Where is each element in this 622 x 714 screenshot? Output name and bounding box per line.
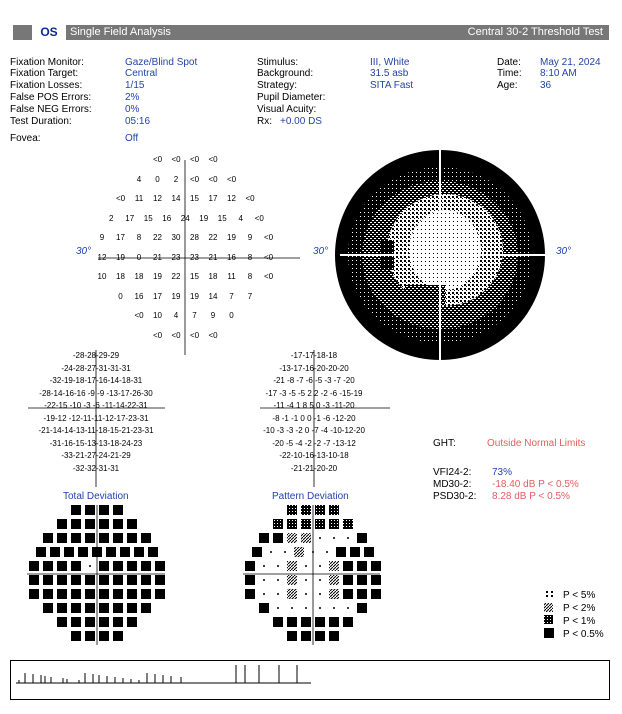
probability-dot	[333, 607, 335, 609]
threshold-value: 4	[173, 311, 179, 320]
threshold-value: 9	[247, 233, 253, 242]
threshold-value: 19	[199, 213, 209, 223]
probability-dot	[333, 537, 335, 539]
probability-cell	[357, 589, 367, 599]
probability-cell	[113, 603, 123, 613]
info-label: Date:	[497, 57, 521, 68]
probability-cell	[287, 617, 297, 627]
probability-dot	[305, 593, 307, 595]
threshold-value: <0	[263, 252, 274, 262]
probability-cell	[315, 505, 325, 515]
deviation-row: -17-17-18-18	[290, 351, 338, 360]
threshold-value: 22	[153, 233, 162, 242]
probability-dot	[347, 607, 349, 609]
threshold-value: 21	[153, 252, 162, 262]
threshold-value: 7	[247, 291, 253, 301]
probability-dot	[319, 579, 321, 581]
deviation-row: -20 -5 -4 -2 -2 -7 -13-12	[272, 438, 356, 448]
td-caption: Total Deviation	[63, 491, 129, 502]
probability-cell	[113, 617, 123, 627]
probability-cell	[29, 575, 39, 585]
threshold-value: 8	[247, 272, 253, 281]
report-title: Single Field Analysis	[70, 26, 171, 38]
probability-cell	[106, 547, 116, 557]
probability-cell	[127, 603, 137, 613]
info-label: Fixation Target:	[10, 68, 79, 79]
threshold-value: <0	[208, 174, 218, 184]
probability-cell	[99, 603, 109, 613]
threshold-value: 15	[190, 194, 199, 203]
deviation-row: -10 -3 -3 -2 0 -7 -4 -10-12-20	[263, 426, 365, 435]
deviation-row: -13-17-16-20-20-20	[279, 363, 349, 373]
threshold-value: 18	[134, 272, 144, 281]
info-label: Stimulus:	[257, 57, 299, 68]
threshold-value: 16	[162, 213, 172, 223]
probability-cell	[99, 631, 109, 641]
gaze-tracking-strip	[10, 660, 610, 700]
probability-cell	[127, 519, 137, 529]
threshold-value: <0	[115, 194, 126, 203]
probability-cell	[99, 617, 109, 627]
probability-dot	[284, 551, 286, 553]
probability-cell	[301, 519, 311, 529]
md-label: MD30-2:	[433, 479, 472, 490]
probability-cell	[29, 561, 39, 571]
eye-badge: OS	[32, 25, 66, 40]
probability-cell	[155, 561, 165, 571]
probability-cell	[273, 533, 283, 543]
probability-cell	[287, 631, 297, 641]
probability-cell	[71, 603, 81, 613]
probability-cell	[120, 547, 130, 557]
info-value: Gaze/Blind Spot	[125, 57, 198, 68]
probability-cell	[99, 519, 109, 529]
probability-cell	[148, 547, 158, 557]
ght-label: GHT:	[433, 438, 456, 449]
probability-cell	[57, 575, 67, 585]
probability-cell	[127, 589, 137, 599]
threshold-value: 4	[238, 213, 243, 223]
threshold-value: <0	[152, 330, 163, 340]
info-label: False POS Errors:	[10, 92, 92, 103]
threshold-value: 12	[227, 194, 236, 203]
info-value: +0.00 DS	[280, 116, 322, 127]
threshold-value: 0	[118, 291, 123, 301]
probability-dot	[305, 565, 307, 567]
probability-cell	[343, 519, 353, 529]
probability-cell	[273, 519, 283, 529]
probability-cell	[127, 575, 137, 585]
info-value: 8:10 AM	[540, 68, 577, 79]
probability-cell	[57, 617, 67, 627]
threshold-value: 7	[192, 311, 197, 320]
probability-cell	[371, 589, 381, 599]
probability-cell	[64, 547, 74, 557]
probability-cell	[343, 561, 353, 571]
probability-cell	[85, 533, 95, 543]
deviation-row: -11 -4 1 8 5 0 -3 -11-20	[273, 401, 355, 410]
info-value: 1/15	[125, 80, 145, 91]
probability-cell	[336, 547, 346, 557]
threshold-value: 17	[116, 233, 125, 242]
threshold-value: 24	[180, 213, 190, 223]
threshold-value: 12	[153, 194, 162, 203]
probability-cell	[71, 575, 81, 585]
probability-dot	[291, 607, 293, 609]
probability-cell	[315, 617, 325, 627]
probability-cell	[50, 547, 60, 557]
probability-cell	[141, 589, 151, 599]
deviation-row: -22-10-16-13-10-18	[279, 451, 349, 460]
threshold-value: 2	[109, 213, 114, 223]
probability-cell	[357, 575, 367, 585]
threshold-value: 17	[125, 213, 135, 223]
probability-cell	[294, 547, 304, 557]
probability-cell	[343, 589, 353, 599]
info-label: Visual Acuity:	[257, 104, 317, 115]
probability-cell	[43, 561, 53, 571]
probability-cell	[329, 505, 339, 515]
probability-cell	[127, 561, 137, 571]
legend-label: P < 1%	[563, 616, 596, 627]
info-label: Pupil Diameter:	[257, 92, 326, 103]
threshold-value: <0	[245, 194, 255, 203]
threshold-value: <0	[171, 330, 181, 340]
probability-dot	[263, 565, 265, 567]
probability-dot	[305, 579, 307, 581]
probability-cell	[99, 505, 109, 515]
probability-cell	[273, 617, 283, 627]
deviation-row: -28-28-29-29	[72, 351, 120, 360]
deviation-row: -19-12 -12-11-11-12-17-23-31	[43, 413, 149, 423]
probability-cell	[343, 617, 353, 627]
deviation-row: -31-16-15-13-13-18-24-23	[49, 438, 143, 448]
probability-cell	[71, 617, 81, 627]
threshold-value: 10	[97, 272, 107, 281]
threshold-value: 19	[116, 252, 125, 262]
test-name: Central 30-2 Threshold Test	[467, 26, 603, 38]
probability-cell	[287, 505, 297, 515]
deviation-row: -17 -3 -5 -5 2 2 -2 -6 -15-19	[265, 388, 363, 398]
probability-cell	[99, 533, 109, 543]
probability-dot	[319, 593, 321, 595]
threshold-value: 2	[173, 174, 179, 184]
probability-cell	[245, 561, 255, 571]
probability-cell	[113, 575, 123, 585]
psd-label: PSD30-2:	[433, 491, 477, 502]
deviation-row: -21-21-20-20	[290, 463, 338, 473]
threshold-value: 22	[208, 233, 218, 242]
probability-cell	[57, 561, 67, 571]
vfi-value: 73%	[492, 467, 513, 478]
probability-cell	[245, 589, 255, 599]
threshold-value: 4	[136, 174, 142, 184]
probability-cell	[99, 561, 109, 571]
deviation-row: -21 -8 -7 -6 -5 -3 -7 -20	[273, 376, 355, 385]
probability-dot	[277, 565, 279, 567]
probability-cell	[141, 603, 151, 613]
probability-cell	[57, 533, 67, 543]
info-value: Off	[125, 133, 139, 144]
info-label: Fixation Losses:	[10, 80, 83, 91]
probability-cell	[43, 589, 53, 599]
threshold-value: 17	[153, 291, 162, 301]
ght-value: Outside Normal Limits	[487, 438, 586, 449]
probability-cell	[134, 547, 144, 557]
probability-cell	[127, 533, 137, 543]
probability-cell	[301, 631, 311, 641]
probability-dot	[263, 593, 265, 595]
probability-cell	[357, 603, 367, 613]
deviation-row: -24-28-27-31-31-31	[61, 363, 131, 373]
probability-cell	[259, 533, 269, 543]
threshold-value: 11	[227, 272, 236, 281]
threshold-value: 8	[136, 233, 142, 242]
info-label: False NEG Errors:	[10, 104, 92, 115]
legend-label: P < 5%	[563, 590, 596, 601]
probability-cell	[357, 533, 367, 543]
threshold-value: 9	[210, 311, 216, 320]
probability-cell	[141, 575, 151, 585]
probability-cell	[57, 603, 67, 613]
info-value: May 21, 2024	[540, 57, 601, 68]
probability-dot	[305, 607, 307, 609]
probability-cell	[71, 505, 81, 515]
threshold-value: 15	[217, 213, 227, 223]
probability-dot	[326, 551, 328, 553]
threshold-value: 8	[247, 252, 253, 262]
probability-cell	[329, 589, 339, 599]
threshold-value: <0	[189, 174, 200, 184]
vfi-label: VFI24-2:	[433, 467, 472, 478]
probability-dot	[319, 537, 321, 539]
deviation-row: -33-21-27-24-21-29	[61, 451, 131, 460]
threshold-value: 18	[116, 272, 125, 281]
probability-cell	[113, 631, 123, 641]
md-value: -18.40 dB P < 0.5%	[492, 479, 579, 490]
probability-cell	[113, 505, 123, 515]
probability-cell	[113, 533, 123, 543]
probability-cell	[252, 547, 262, 557]
info-label: Rx:	[257, 116, 272, 127]
deviation-row: -8 -1 -1 0 0 -1 -6 -12-20	[272, 413, 356, 423]
probability-cell	[343, 575, 353, 585]
threshold-value: <0	[171, 155, 181, 164]
threshold-value: <0	[152, 155, 163, 164]
info-value: 05:16	[125, 116, 151, 127]
threshold-value: 10	[153, 311, 162, 320]
threshold-value: 19	[171, 291, 181, 301]
threshold-value: 18	[208, 272, 218, 281]
probability-cell	[85, 575, 95, 585]
probability-cell	[36, 547, 46, 557]
deviation-row: -32-32-31-31	[72, 463, 120, 473]
probability-cell	[301, 505, 311, 515]
threshold-value: <0	[189, 330, 200, 340]
threshold-value: 22	[171, 272, 181, 281]
threshold-value: 14	[171, 194, 181, 203]
probability-cell	[85, 631, 95, 641]
threshold-value: 23	[190, 252, 199, 262]
info-label: Age:	[497, 80, 518, 91]
threshold-value: 12	[97, 252, 107, 262]
info-value: SITA Fast	[370, 80, 414, 91]
probability-cell	[329, 617, 339, 627]
probability-cell	[329, 575, 339, 585]
threshold-value: <0	[263, 233, 274, 242]
probability-cell	[141, 561, 151, 571]
info-value: 2%	[125, 92, 140, 103]
probability-cell	[99, 575, 109, 585]
axis-label-right: 30°	[556, 246, 572, 257]
info-label: Test Duration:	[10, 116, 72, 127]
pd-caption: Pattern Deviation	[272, 491, 349, 502]
probability-cell	[287, 519, 297, 529]
info-label: Background:	[257, 68, 314, 79]
threshold-value: <0	[189, 155, 200, 164]
probability-cell	[259, 603, 269, 613]
probability-cell	[141, 533, 151, 543]
probability-cell	[71, 533, 81, 543]
probability-cell	[287, 561, 297, 571]
probability-dot	[319, 607, 321, 609]
probability-cell	[287, 533, 297, 543]
probability-cell	[357, 561, 367, 571]
probability-cell	[350, 547, 360, 557]
threshold-value: 19	[190, 291, 199, 301]
probability-cell	[371, 575, 381, 585]
threshold-value: <0	[134, 311, 144, 320]
threshold-value: 19	[153, 272, 162, 281]
threshold-value: 0	[155, 174, 160, 184]
probability-cell	[85, 519, 95, 529]
probability-cell	[329, 631, 339, 641]
axis-label-left: 30°	[76, 246, 92, 257]
info-label: Fovea:	[10, 133, 41, 144]
info-value: 0%	[125, 104, 140, 115]
threshold-value: 23	[171, 252, 181, 262]
probability-cell	[315, 631, 325, 641]
threshold-value: 17	[208, 194, 218, 203]
threshold-value: 14	[208, 291, 218, 301]
probability-dot	[277, 607, 279, 609]
info-value: 36	[540, 80, 552, 91]
probability-cell	[85, 617, 95, 627]
threshold-value: 30	[171, 233, 181, 242]
probability-cell	[245, 575, 255, 585]
probability-cell	[71, 631, 81, 641]
threshold-value: 16	[134, 291, 144, 301]
probability-cell	[113, 589, 123, 599]
probability-dot	[277, 593, 279, 595]
probability-cell	[287, 575, 297, 585]
probability-cell	[329, 561, 339, 571]
threshold-value: <0	[263, 272, 274, 281]
deviation-row: -32-19-18-17-16-14-18-31	[49, 376, 143, 385]
threshold-value: 0	[229, 311, 234, 320]
threshold-value: 21	[208, 252, 218, 262]
probability-dot	[89, 565, 91, 567]
threshold-value: 0	[136, 252, 142, 262]
probability-cell	[43, 533, 53, 543]
probability-cell	[85, 603, 95, 613]
probability-cell	[301, 533, 311, 543]
probability-cell	[85, 505, 95, 515]
probability-cell	[71, 589, 81, 599]
threshold-value: <0	[254, 213, 264, 223]
probability-cell	[127, 617, 137, 627]
threshold-value: 15	[143, 213, 153, 223]
info-value: III, White	[370, 57, 410, 68]
probability-cell	[78, 547, 88, 557]
deviation-row: -22-15 -10 -3 -6 -11-14-22-31	[44, 401, 148, 410]
probability-dot	[347, 537, 349, 539]
probability-cell	[71, 561, 81, 571]
legend-label: P < 0.5%	[563, 629, 604, 640]
threshold-value: <0	[208, 155, 218, 164]
info-value: Central	[125, 68, 158, 79]
axis-label-mid: 30°	[313, 246, 329, 257]
psd-value: 8.28 dB P < 0.5%	[492, 491, 570, 502]
gaze-trace	[11, 661, 611, 701]
threshold-value: 15	[190, 272, 199, 281]
probability-cell	[329, 519, 339, 529]
threshold-value: 9	[99, 233, 105, 242]
probability-cell	[99, 589, 109, 599]
probability-cell	[71, 519, 81, 529]
legend-label: P < 2%	[563, 603, 596, 614]
legend-symbols	[544, 591, 554, 638]
threshold-value: <0	[226, 174, 237, 184]
info-label: Fixation Monitor:	[10, 57, 84, 68]
threshold-value: 16	[227, 252, 236, 262]
probability-cell	[113, 561, 123, 571]
probability-cell	[85, 589, 95, 599]
threshold-value: <0	[208, 330, 218, 340]
probability-cell	[113, 519, 123, 529]
info-value: 31.5 asb	[370, 68, 409, 79]
probability-dot	[277, 579, 279, 581]
deviation-row: -28-14-16-16 -9 -9 -13-17-26-30	[39, 388, 153, 398]
probability-cell	[301, 617, 311, 627]
info-label: Strategy:	[257, 80, 298, 91]
probability-cell	[155, 575, 165, 585]
probability-cell	[57, 519, 67, 529]
probability-dot	[263, 579, 265, 581]
threshold-value: 11	[134, 194, 144, 203]
probability-cell	[287, 589, 297, 599]
threshold-value: 28	[190, 233, 199, 242]
probability-cell	[315, 519, 325, 529]
threshold-value: 7	[229, 291, 234, 301]
probability-cell	[57, 589, 67, 599]
probability-dot	[319, 565, 321, 567]
probability-cell	[29, 589, 39, 599]
deviation-row: -21-14-14-13-11-18-15-21-23-31	[38, 426, 154, 435]
probability-cell	[364, 547, 374, 557]
threshold-value: 19	[227, 233, 236, 242]
probability-dot	[270, 551, 272, 553]
probability-cell	[155, 589, 165, 599]
info-label: Time:	[497, 68, 522, 79]
probability-cell	[371, 561, 381, 571]
probability-cell	[43, 575, 53, 585]
probability-cell	[43, 603, 53, 613]
